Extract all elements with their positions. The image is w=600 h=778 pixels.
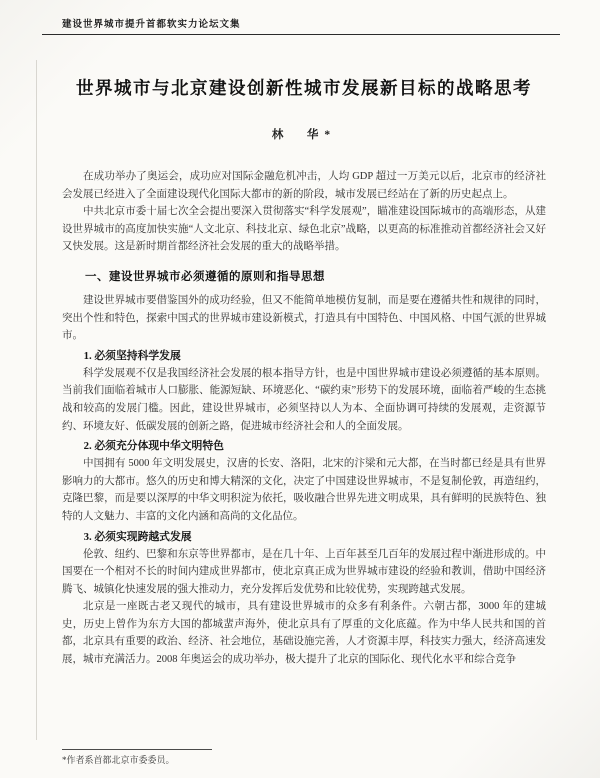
footnote-text: *作者系首都北京市委委员。 xyxy=(62,755,175,765)
article-title: 世界城市与北京建设创新性城市发展新目标的战略思考 xyxy=(76,78,532,98)
subsection-heading-1: 1. 必须坚持科学发展 xyxy=(83,349,181,362)
running-header xyxy=(62,16,546,34)
subsection-2-paragraph: 中国拥有 5000 年文明发展史，汉唐的长安、洛阳，北宋的汴梁和元大都，在当时都已经是具有世界影响力的大都市。悠久的历史和博大精深的文化，决定了中国建设世界城市，不是复制伦敦，再造纽约，克隆巴黎，而是要以深厚的中华文明积淀为依托，吸收融合世界先进文明成果，具有鲜明的民族特色、独特的人文魅力、丰富的文化内涵和高尚的文化品位。 xyxy=(62,458,546,522)
scan-artifact-line xyxy=(36,60,37,740)
footnote-rule xyxy=(62,749,212,750)
author-name: 林 华* xyxy=(271,129,337,141)
header-rule xyxy=(42,34,560,35)
subsection-1-paragraph: 科学发展观不仅是我国经济社会发展的根本指导方针，也是中国世界城市建设必须遵循的基本原则。当前我们面临着城市人口膨胀、能源短缺、环境恶化、“碳约束”形势下的发展环境，面临着严峻的生态挑战和较高的发展门槛。因此，建设世界城市，必须坚持以人为本、全面协调可持续的发展观，走资源节约、环境友好、低碳发展的创新之路，促进城市经济社会和人的全面发展。 xyxy=(62,367,546,432)
subsection-3-paragraph-2: 北京是一座既古老又现代的城市，具有建设世界城市的众多有利条件。六朝古都，3000 年的建城史，历史上曾作为东方大国的都城蜚声海外，使北京具有了厚重的文化底蕴。作为中华人民共和国的首都，北京具有重要的政治、经济、社会地位，基础设施完善，人才资源丰厚，科技实力强大，经济高速发展，城市充满活力。2008 年奥运会的成功举办，极大提升了北京的国际化、现代化水平和综合竞争 xyxy=(62,601,546,666)
subsection-heading-3: 3. 必须实现跨越式发展 xyxy=(83,530,192,543)
subsection-heading-2: 2. 必须充分体现中华文明特色 xyxy=(83,440,224,453)
footnote-area xyxy=(62,749,546,766)
intro-paragraph-2: 中共北京市委十届七次全会提出要深入贯彻落实“科学发展观”，瞄准建设国际城市的高端形态，从建设世界城市的高度加快实施“人文北京、科技北京、绿色北京”战略，以更高的标准推动首都经济社会又好又快发展。这是新时期首都经济社会发展的重大的战略举措。 xyxy=(62,206,546,253)
section-heading: 一、建设世界城市必须遵循的原则和指导思想 xyxy=(85,270,325,283)
intro-paragraph-1: 在成功举办了奥运会，成功应对国际金融危机冲击，人均 GDP 超过一万美元以后，北京市的经济社会发展已经进入了全面建设现代化国际大都市的新的阶段，城市发展已经站在了新的历史起点上。 xyxy=(62,171,546,200)
article-body xyxy=(62,168,546,669)
subsection-3-paragraph-1: 伦敦、纽约、巴黎和东京等世界都市，是在几十年、上百年甚至几百年的发展过程中渐进形成的。中国要在一个相对不长的时间内建成世界都市，使北京真正成为世界城市建设的经验和教训，借助中国经济腾飞、城镇化快速发展的强大推动力，充分发挥后发优势和比较优势，实现跨越式发展。 xyxy=(62,548,546,595)
section-intro-paragraph: 建设世界城市要借鉴国外的成功经验，但又不能简单地模仿复制，而是要在遵循共性和规律的同时，突出个性和特色，探索中国式的世界城市建设新模式，打造具有中国特色、中国风格、中国气派的世界城市。 xyxy=(62,294,546,342)
running-header-text: 建设世界城市提升首都软实力论坛文集 xyxy=(62,20,241,30)
